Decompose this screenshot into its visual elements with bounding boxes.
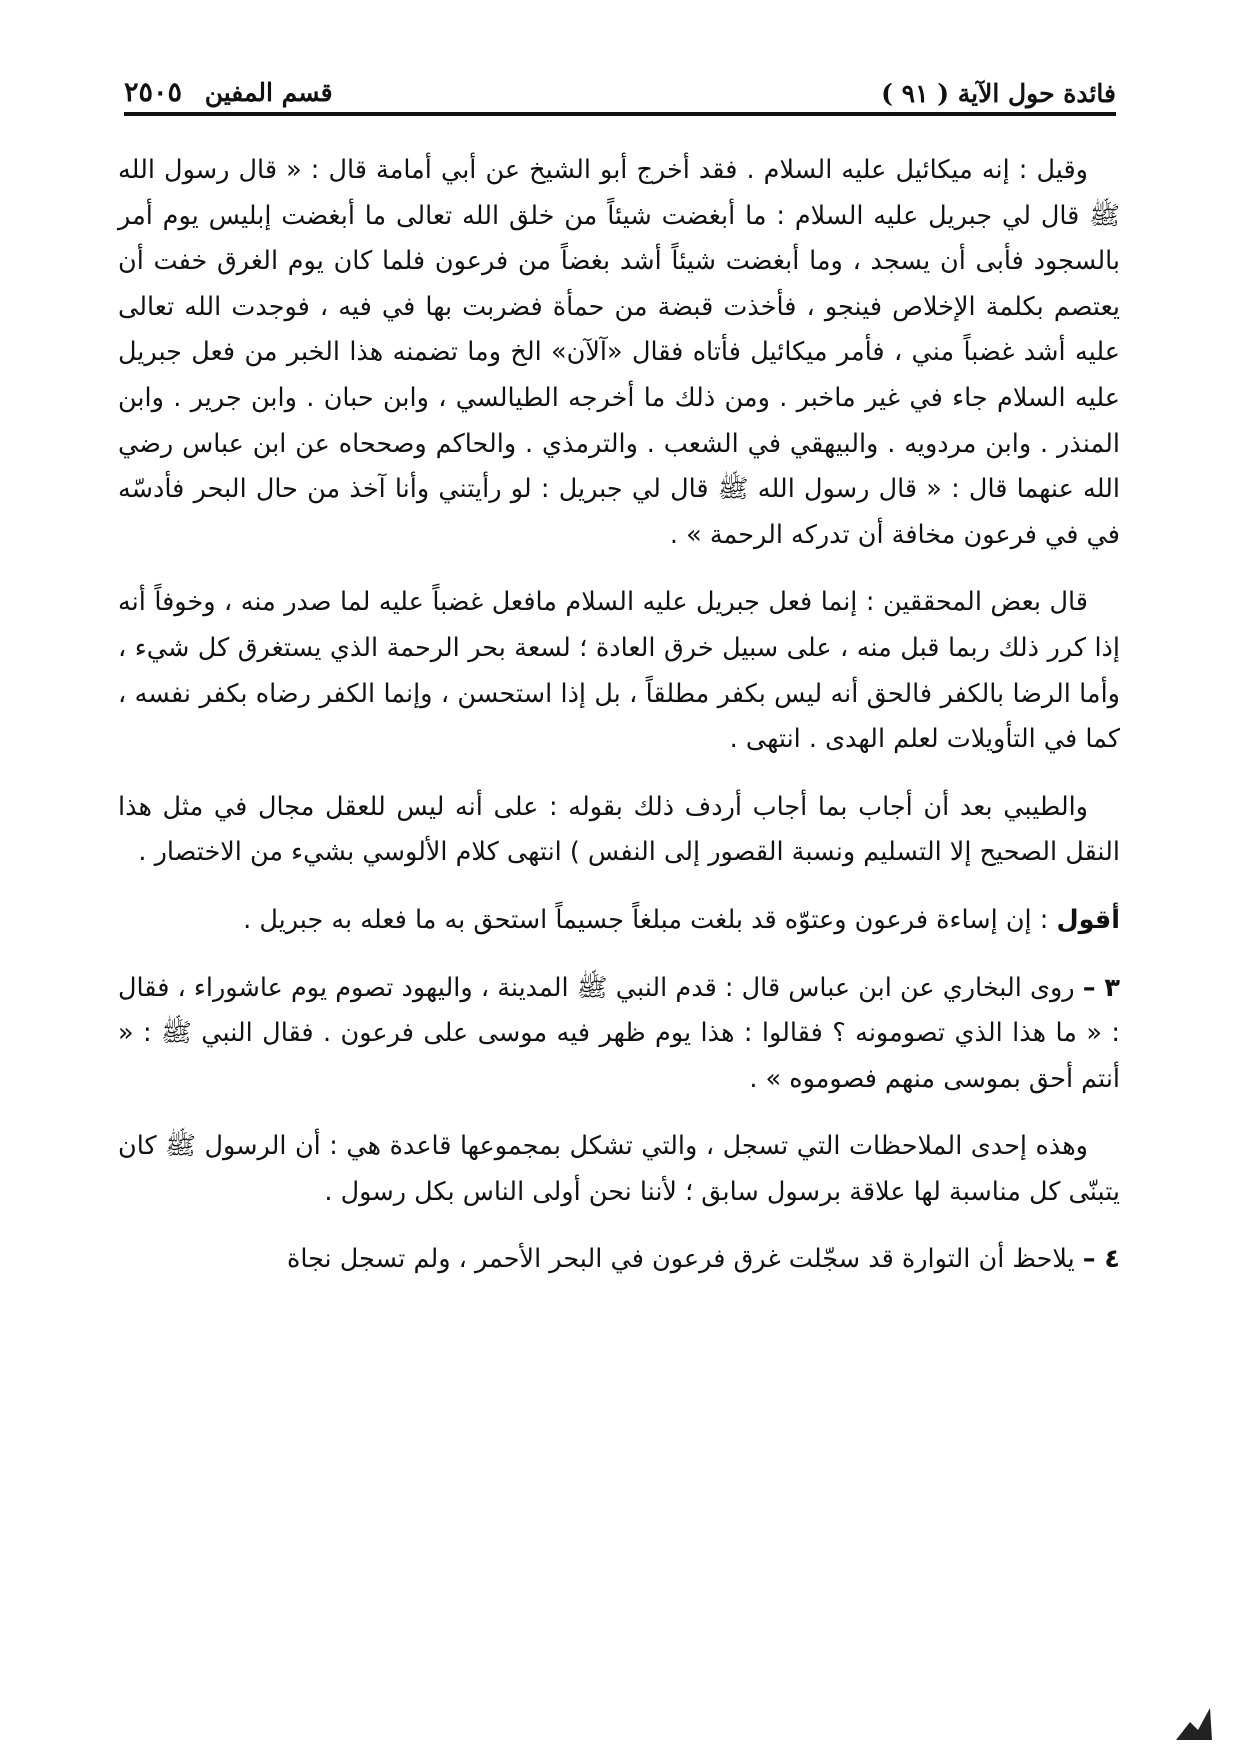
running-title: فائدة حول الآية ( ٩١ )	[881, 79, 1116, 108]
header-divider	[124, 112, 1116, 116]
scan-corner-mark	[1172, 1700, 1216, 1744]
numbered-item-4	[118, 1237, 1120, 1283]
paragraph-lead-word: أقول	[1056, 904, 1120, 935]
numbered-item-3-text: روى البخاري عن ابن عباس قال : قدم النبي ﷺ المدينة ، واليهود تصوم يوم عاشوراء ، فقال : « ما هذا الذي تصومونه ؟ فقالوا : هذا يوم ظهر فيه موسى على فرعون . فقال النبي ﷺ : « أنتم أحق بموسى منهم فصوموه » .	[118, 972, 1120, 1094]
page-header	[124, 62, 1116, 108]
paragraph-4	[118, 898, 1120, 944]
section-label: قسم المفين	[204, 78, 333, 107]
numbered-item-4-text: يلاحظ أن التوارة قد سجّلت غرق فرعون في البحر الأحمر ، ولم تسجل نجاة	[286, 1244, 1083, 1275]
paragraph-6: وهذه إحدى الملاحظات التي تسجل ، والتي تشكل بمجموعها قاعدة هي : أن الرسول ﷺ كان يتبنّى كل مناسبة لها علاقة برسول سابق ؛ لأننا نحن أولى الناس بكل رسول .	[118, 1131, 1120, 1207]
paragraph-2: قال بعض المحققين : إنما فعل جبريل عليه السلام مافعل غضباً عليه لما صدر منه ، وخوفاً أنه إذا كرر ذلك ربما قبل منه ، على سبيل خرق العادة ؛ لسعة بحر الرحمة الذي يستغرق كل شيء ، وأما الرضا بالكفر فالحق أنه ليس بكفر مطلقاً ، بل إذا استحسن ، وإنما الكفر رضاه بكفر نفسه ، كما في التأويلات لعلم الهدى . انتهى .	[118, 587, 1120, 755]
paragraph-4-text: : إن إساءة فرعون وعتوّه قد بلغت مبلغاً جسيماً استحق به ما فعله به جبريل .	[243, 904, 1057, 935]
page-body	[118, 148, 1120, 1305]
numbered-item-3	[118, 966, 1120, 1103]
paragraph-3: والطيبي بعد أن أجاب بما أجاب أردف ذلك بقوله : على أنه ليس للعقل مجال في مثل هذا النقل الصحيح إلا التسليم ونسبة القصور إلى النفس ) انتهى كلام الألوسي بشيء من الاختصار .	[118, 791, 1120, 868]
item-number: ٤ –	[1082, 1244, 1120, 1275]
item-number: ٣ –	[1082, 972, 1120, 1003]
page-number: ٢٥٠٥	[124, 77, 183, 108]
paragraph-1: وقيل : إنه ميكائيل عليه السلام . فقد أخرج أبو الشيخ عن أبي أمامة قال : « قال رسول الله ﷺ قال لي جبريل عليه السلام : ما أبغضت شيئاً من خلق الله تعالى ما أبغضت إبليس يوم أمر بالسجود فأبى أن يسجد ، وما أبغضت شيئاً أشد بغضاً من فرعون فلما كان يوم الغرق خفت أن يعتصم بكلمة الإخلاص فينجو ، فأخذت قبضة من حمأة فضربت بها في فيه ، فوجدت الله تعالى عليه أشد غضباً مني ، فأمر ميكائيل فأتاه فقال «آلآن» الخ وما تضمنه هذا الخبر من فعل جبريل عليه السلام جاء في غير ماخبر . ومن ذلك ما أخرجه الطيالسي ، وابن حبان . وابن جرير . وابن المنذر . وابن مردويه . والبيهقي في الشعب . والترمذي . والحاكم وصححاه عن ابن عباس رضي الله عنهما قال : « قال رسول الله ﷺ قال لي جبريل : لو رأيتني وأنا آخذ من حال البحر فأدسّه في في فرعون مخافة أن تدركه الرحمة » .	[118, 155, 1120, 550]
header-left	[124, 77, 333, 108]
